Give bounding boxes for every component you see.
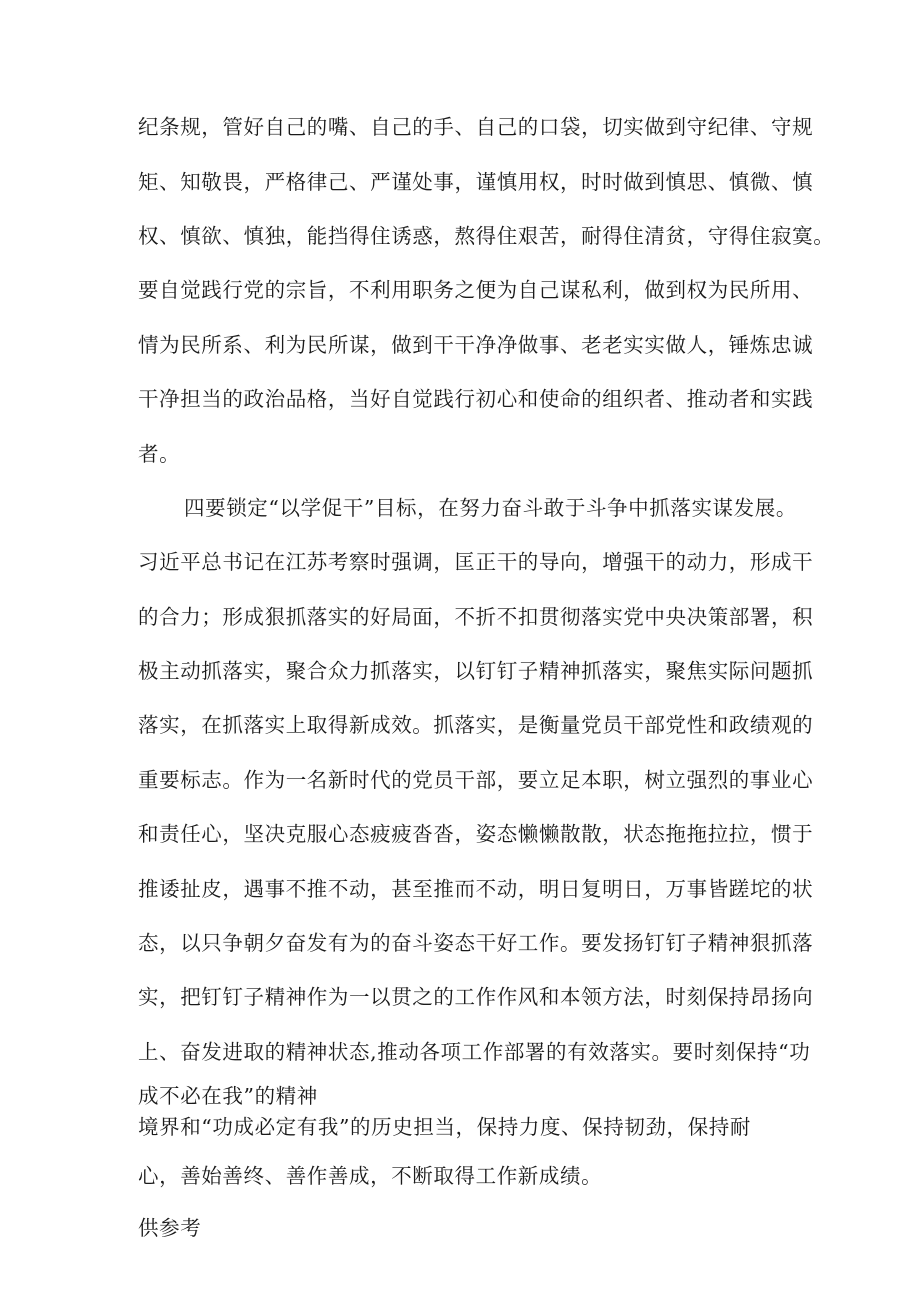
- paragraph-line: 四要锁定“以学促干”目标，在努力奋斗敢于斗争中抓落实谋发展。: [184, 496, 797, 520]
- paragraph-line: 重要标志。作为一名新时代的党员干部，要立足本职，树立强烈的事业心: [138, 768, 814, 792]
- paragraph-line: 情为民所系、利为民所谋，做到干干净净做事、老老实实做人，锤炼忠诚: [138, 333, 814, 357]
- paragraph-line: 要自觉践行党的宗旨，不利用职务之便为自己谋私利，做到权为民所用、: [138, 278, 814, 302]
- paragraph-line: 境界和“功成必定有我”的历史担当，保持力度、保持韧劲，保持耐: [138, 1115, 751, 1139]
- paragraph-line: 落实，在抓落实上取得新成效。抓落实，是衡量党员干部党性和政绩观的: [138, 713, 814, 737]
- paragraph-line: 习近平总书记在江苏考察时强调，匡正干的导向，增强干的动力，形成干: [138, 550, 814, 574]
- paragraph-line: 纪条规，管好自己的嘴、自己的手、自己的口袋，切实做到守纪律、守规: [138, 115, 814, 139]
- paragraph-line: 权、慎欲、慎独，能挡得住诱惑，熬得住艰苦，耐得住清贫，守得住寂寞。: [138, 224, 835, 248]
- paragraph-line: 推诿扯皮，遇事不推不动，甚至推而不动，明日复明日，万事皆蹉坨的状: [138, 877, 814, 901]
- paragraph-line: 态，以只争朝夕奋发有为的奋斗姿态干好工作。要发扬钉钉子精神狠抓落: [138, 931, 814, 955]
- closing-note: 供参考: [138, 1216, 202, 1240]
- paragraph-line: 上、奋发进取的精神状态,推动各项工作部署的有效落实。要时刻保持“功: [138, 1040, 811, 1064]
- paragraph-line: 成不必在我”的精神: [138, 1084, 318, 1108]
- paragraph-line: 极主动抓落实，聚合众力抓落实，以钉钉子精神抓落实，聚焦实际问题抓: [138, 659, 814, 683]
- paragraph-line: 矩、知敬畏，严格律己、严谨处事，谨慎用权，时时做到慎思、慎微、慎: [138, 170, 814, 194]
- paragraph-line: 心，善始善终、善作善成，不断取得工作新成绩。: [138, 1164, 603, 1188]
- paragraph-line: 者。: [138, 442, 181, 466]
- paragraph-line: 和责任心，坚决克服心态疲疲沓沓，姿态懒懒散散，状态拖拖拉拉，惯于: [138, 822, 814, 846]
- paragraph-line: 的合力；形成狠抓落实的好局面，不折不扣贯彻落实党中央决策部署，积: [138, 605, 814, 629]
- paragraph-line: 实，把钉钉子精神作为一以贯之的工作作风和本领方法，时刻保持昂扬向: [138, 985, 814, 1009]
- paragraph-line: 干净担当的政治品格，当好自觉践行初心和使命的组织者、推动者和实践: [138, 387, 814, 411]
